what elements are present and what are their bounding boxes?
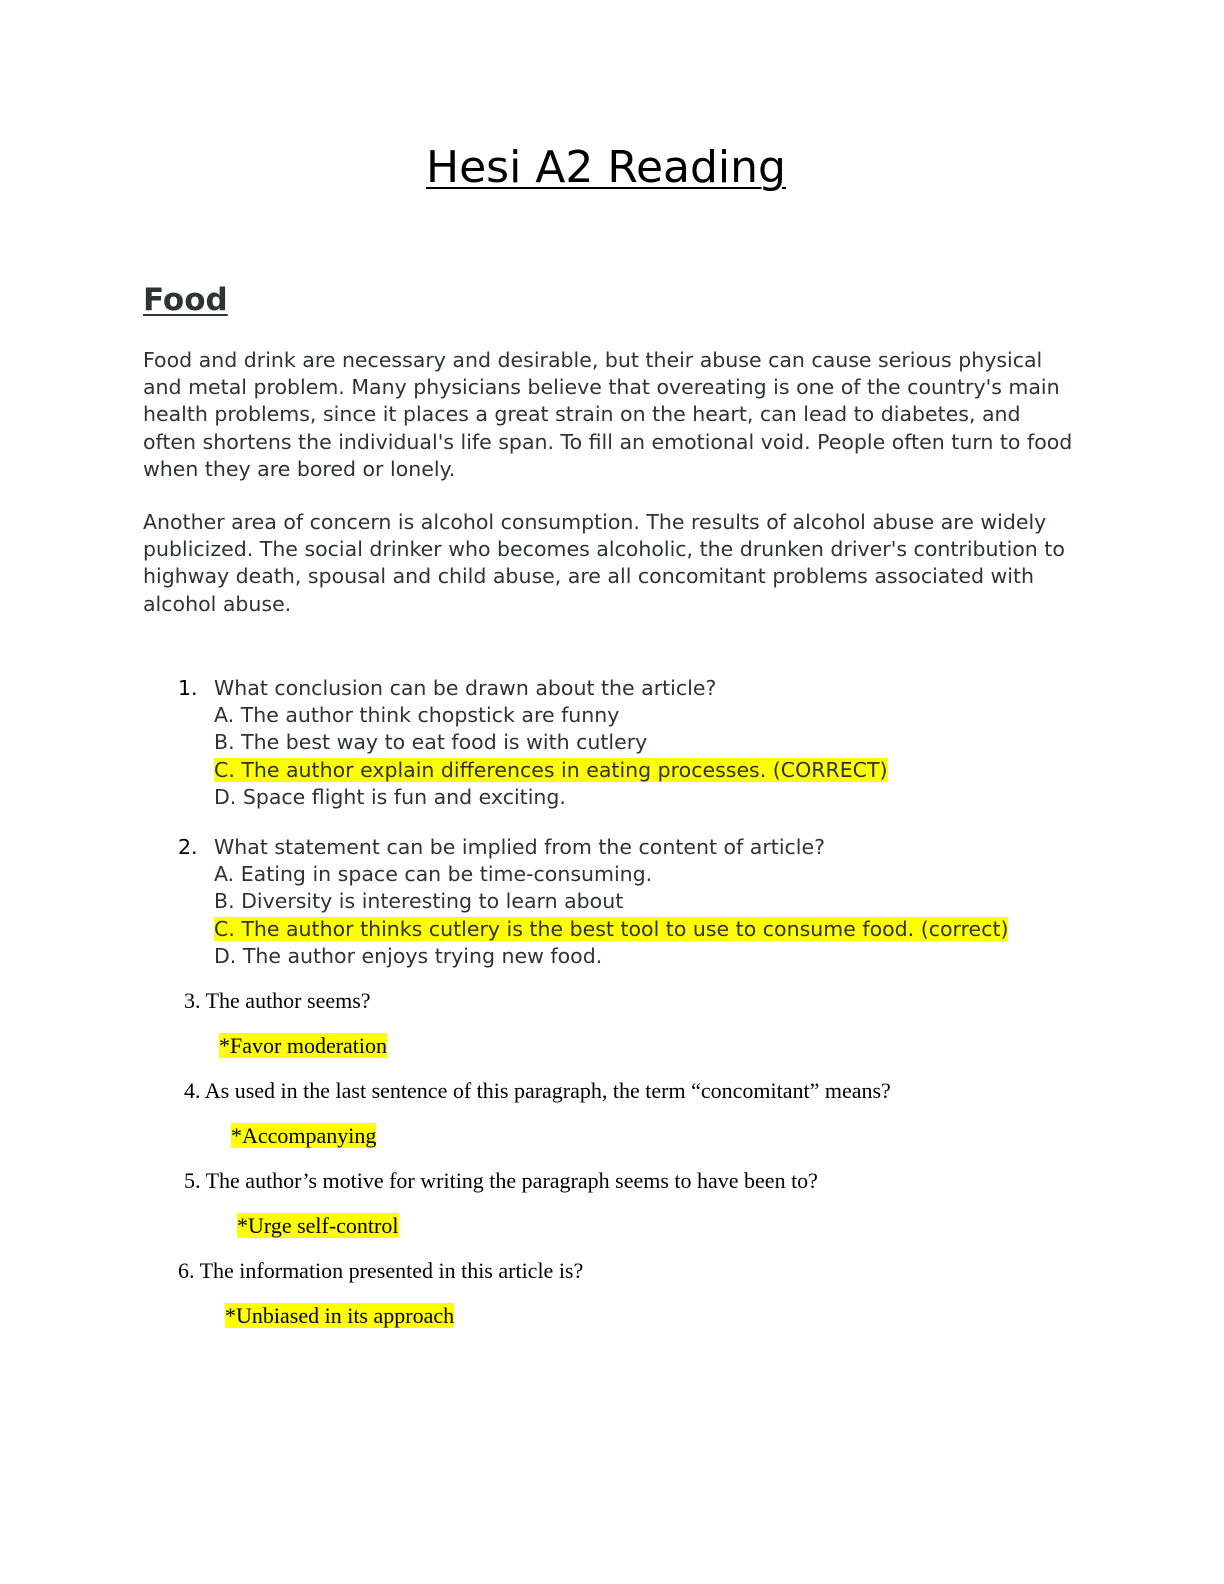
option-text: B. The best way to eat food is with cutlery [214, 730, 648, 755]
question-text: What conclusion can be drawn about the article? [214, 676, 717, 700]
answer-option-correct [214, 757, 1078, 784]
option-text: D. Space flight is fun and exciting. [214, 784, 566, 809]
highlighted-answer: *Favor moderation [219, 1033, 388, 1058]
answer-option [214, 729, 1078, 756]
answer-option [214, 702, 1078, 729]
question-5-text: 5. The author’s motive for writing the paragraph seems to have been to? [184, 1168, 818, 1193]
option-text: A. The author think chopstick are funny [214, 703, 620, 728]
question-5-answer [237, 1212, 399, 1240]
answer-option [214, 784, 1078, 811]
highlighted-answer: *Unbiased in its approach [225, 1303, 455, 1328]
question-6-answer [225, 1302, 454, 1330]
section-heading: Food [143, 282, 228, 318]
answer-option [214, 861, 1078, 888]
question-2 [178, 834, 1078, 970]
highlighted-answer: *Urge self-control [237, 1213, 399, 1238]
question-6-text: 6. The information presented in this article is? [178, 1258, 584, 1283]
question-4-text: 4. As used in the last sentence of this paragraph, the term “concomitant” means? [184, 1078, 891, 1103]
answer-option [214, 943, 1078, 970]
question-number: 1. [178, 676, 198, 700]
option-text: B. Diversity is interesting to learn about [214, 889, 624, 914]
answer-option [214, 888, 1078, 915]
question-text: What statement can be implied from the content of article? [214, 835, 825, 859]
question-1 [178, 675, 1078, 811]
question-4-answer [231, 1122, 376, 1150]
question-3-answer [219, 1032, 387, 1060]
question-number: 2. [178, 835, 198, 859]
body-paragraph: Another area of concern is alcohol consumption. The results of alcohol abuse are widely publicized. The social drinker who becomes alcoholic, the drunken driver's contribution to highway death, spousal and child abuse, are all concomitant problems associated with alcohol abuse. [143, 510, 1065, 616]
option-text: D. The author enjoys trying new food. [214, 943, 603, 968]
answer-option-correct [214, 916, 1078, 943]
question-3-text: 3. The author seems? [184, 988, 371, 1013]
highlighted-option-text: C. The author thinks cutlery is the best tool to use to consume food. (correct) [214, 916, 1009, 941]
option-text: A. Eating in space can be time-consuming. [214, 862, 653, 887]
document-title: Hesi A2 Reading [426, 142, 786, 193]
highlighted-option-text: C. The author explain differences in eating processes. (CORRECT) [214, 757, 888, 782]
highlighted-answer: *Accompanying [231, 1123, 377, 1148]
body-paragraph: Food and drink are necessary and desirable, but their abuse can cause serious physical and metal problem. Many physicians believe that overeating is one of the country's main health problems, since it places a great strain on the heart, can lead to diabetes, and often shortens the individual's life span. To fill an emotional void. People often turn to food when they are bored or lonely. [143, 348, 1073, 481]
